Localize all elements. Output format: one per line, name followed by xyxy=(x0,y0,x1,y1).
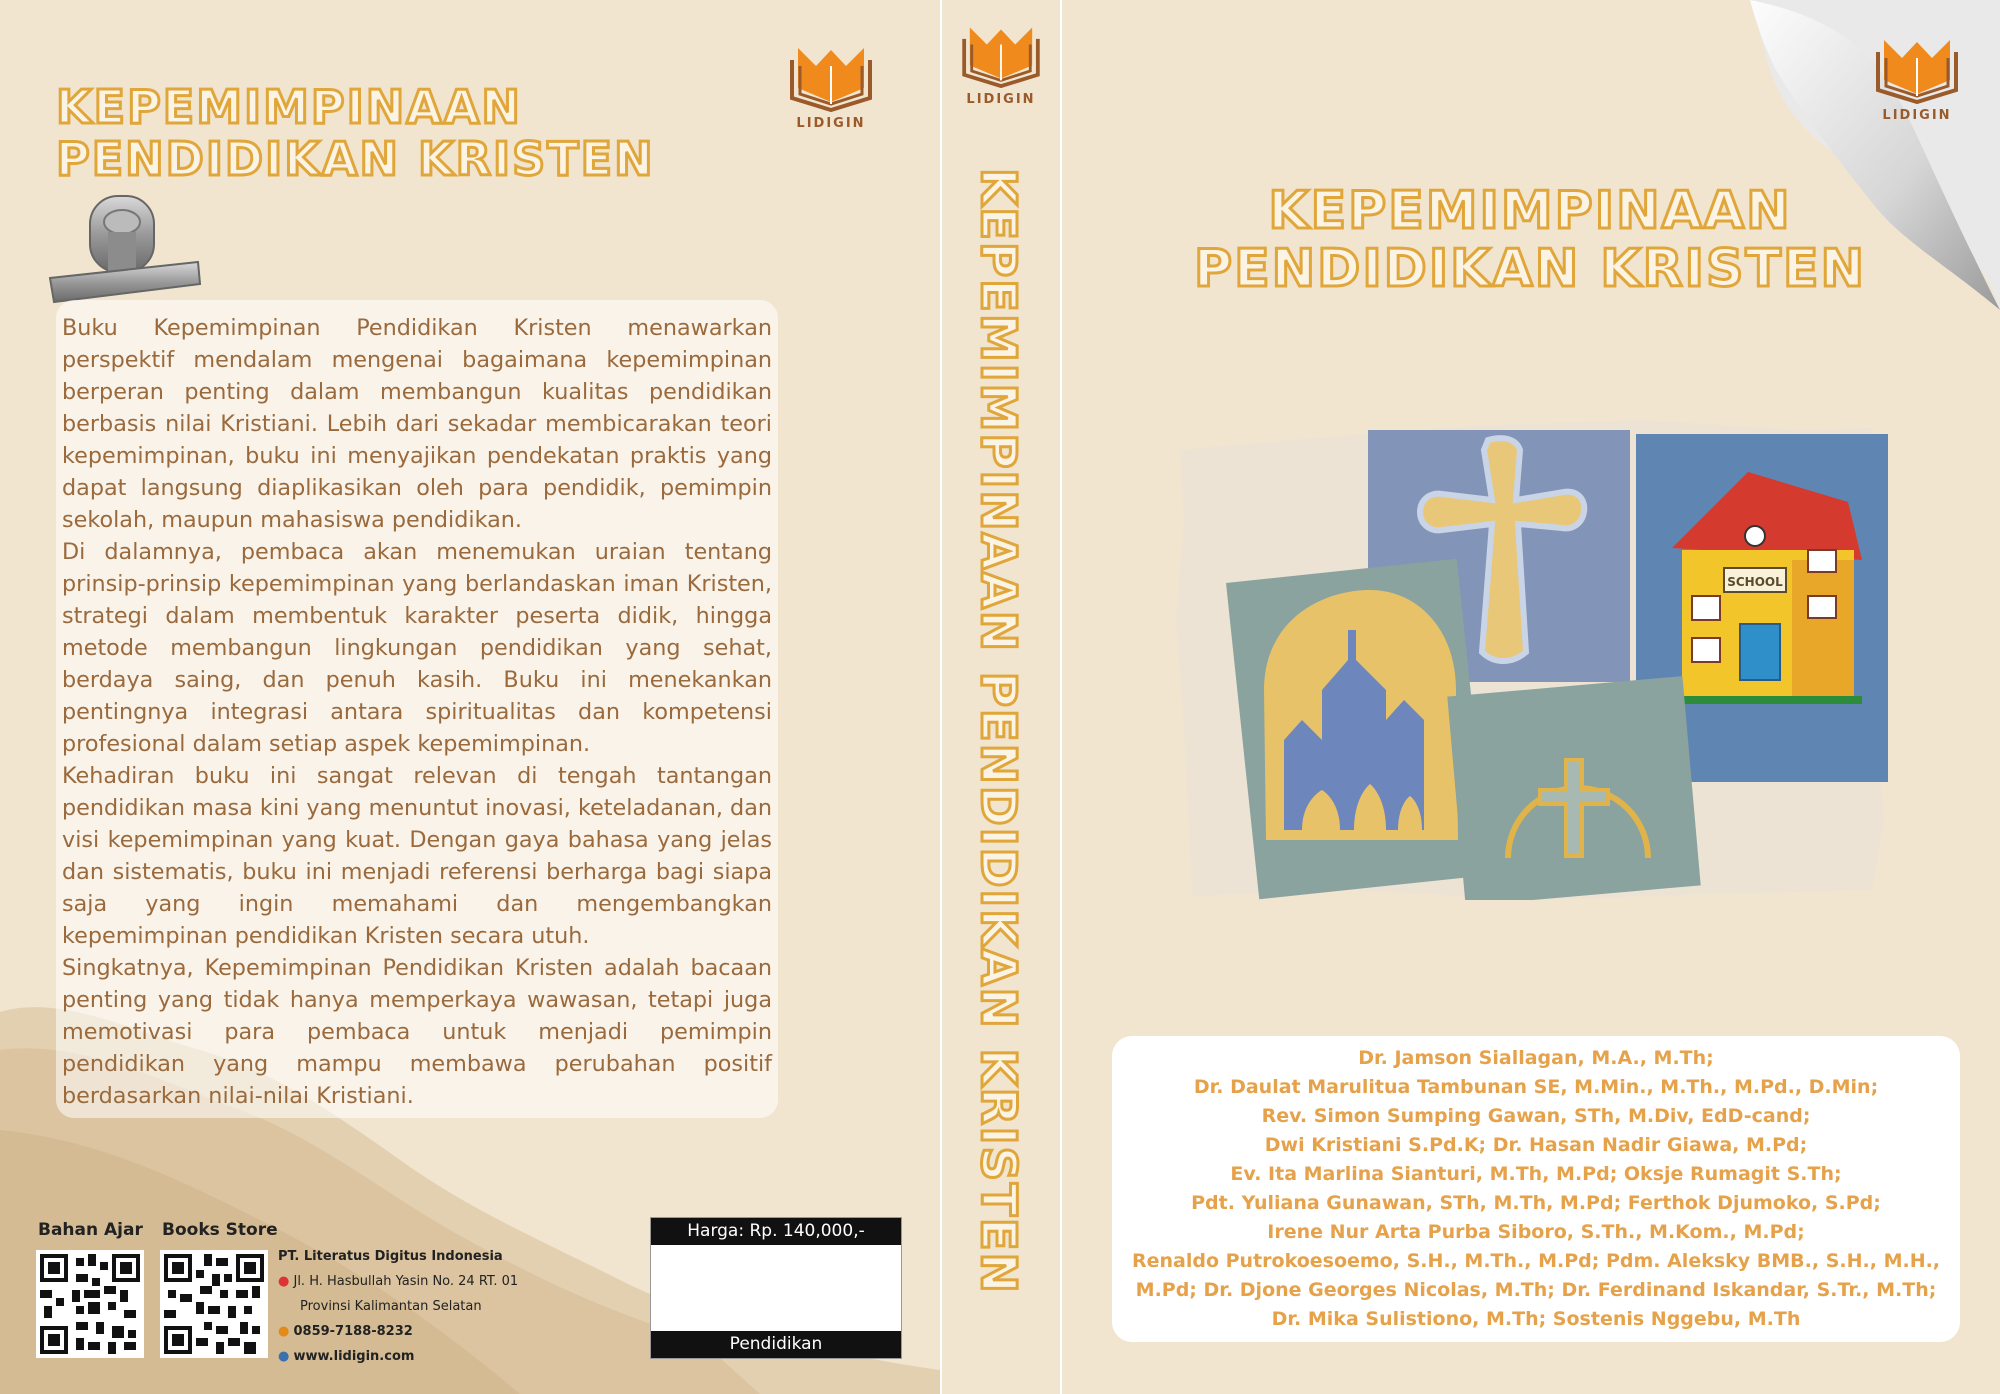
qr-code-icon[interactable] xyxy=(160,1250,268,1358)
author-line: Irene Nur Arta Purba Siboro, S.Th., M.Kom., M.Pd; xyxy=(1267,1221,1805,1243)
globe-icon: ● xyxy=(278,1349,290,1364)
qr-label-books-store: Books Store xyxy=(162,1220,278,1240)
author-line: M.Pd; Dr. Djone Georges Nicolas, M.Th; Dr. Ferdinand Iskandar, S.Tr., M.Th; xyxy=(1135,1279,1937,1301)
logo-text: LIDIGIN xyxy=(1882,108,1952,123)
publisher-address: Jl. H. Hasbullah Yasin No. 24 RT. 01 xyxy=(293,1274,519,1289)
qr-label-bahan-ajar: Bahan Ajar xyxy=(38,1220,143,1240)
back-cover xyxy=(0,0,940,1394)
logo-text: LIDIGIN xyxy=(966,92,1036,107)
author-line: Dr. Daulat Marulitua Tambunan SE, M.Min., M.Th., M.Pd., D.Min; xyxy=(1193,1076,1879,1098)
whatsapp-icon: ● xyxy=(278,1324,290,1339)
publisher-info xyxy=(278,1244,518,1369)
author-line: Dr. Mika Sulistiono, M.Th; Sostenis Nggebu, M.Th xyxy=(1271,1308,1801,1330)
qr-code-icon[interactable] xyxy=(36,1250,144,1358)
location-pin-icon: ● xyxy=(278,1274,290,1289)
price-box xyxy=(650,1217,902,1359)
spine-title: KEPEMIMPINAAN PENDIDIKAN KRISTEN xyxy=(969,168,1026,1295)
publisher-province: Provinsi Kalimantan Selatan xyxy=(300,1299,482,1314)
back-title xyxy=(56,82,655,185)
publisher-logo xyxy=(790,40,872,131)
back-title-line1: KEPEMIMPINAAN xyxy=(56,80,522,134)
binder-clip-icon xyxy=(48,192,204,312)
blurb-text xyxy=(62,312,772,1112)
school-sign-text: SCHOOL xyxy=(1727,575,1783,589)
spine xyxy=(940,0,1062,1394)
book-logo-icon xyxy=(960,20,1042,88)
author-line: Dwi Kristiani S.Pd.K; Dr. Hasan Nadir Giawa, M.Pd; xyxy=(1264,1134,1808,1156)
publisher-phone: 0859-7188-8232 xyxy=(293,1324,413,1339)
author-list xyxy=(1112,1044,1960,1334)
author-line: Ev. Ita Marlina Sianturi, M.Th, M.Pd; Oksje Rumagit S.Th; xyxy=(1230,1163,1842,1185)
price-label: Harga: Rp. 140,000,- xyxy=(651,1218,901,1245)
author-line: Dr. Jamson Siallagan, M.A., M.Th; xyxy=(1358,1047,1714,1069)
author-line: Renaldo Putrokoesoemo, S.H., M.Th., M.Pd; Pdm. Aleksky BMB., S.H., M.H., xyxy=(1131,1250,1941,1272)
category-label: Pendidikan xyxy=(651,1331,901,1358)
blurb-paragraph: Singkatnya, Kepemimpinan Pendidikan Kristen adalah bacaan penting yang tidak hanya memperkaya wawasan, tetapi juga memotivasi para pembaca untuk menjadi pemimpin pendidikan yang mampu membawa perubahan positif berdasarkan nilai-nilai Kristiani. xyxy=(62,955,772,1109)
back-title-line2: PENDIDIKAN KRISTEN xyxy=(56,131,655,186)
front-title-line2: PENDIDIKAN KRISTEN xyxy=(1194,239,1866,300)
blurb-paragraph: Kehadiran buku ini sangat relevan di tengah tantangan pendidikan masa kini yang menuntut inovasi, keteladanan, dan visi kepemimpinan yang kuat. Dengan gaya bahasa yang jelas dan sistematis, buku ini menjadi referensi berharga bagi siapa saja yang ingin memahami dan mengembangkan kepemimpinan pendidikan Kristen secara utuh. xyxy=(62,763,772,949)
front-title xyxy=(1060,182,2000,298)
publisher-website[interactable]: www.lidigin.com xyxy=(293,1349,415,1364)
blurb-paragraph: Di dalamnya, pembaca akan menemukan uraian tentang prinsip-prinsip kepemimpinan yang berlandaskan iman Kristen, strategi dalam membentuk karakter peserta didik, hingga metode membangun lingkungan pendidikan yang sehat, berdaya saing, dan penuh kasih. Buku ini menekankan pentingnya integrasi antara spiritualitas dan kompetensi profesional dalam setiap aspek kepemimpinan. xyxy=(62,539,772,757)
front-logo xyxy=(1876,32,1958,123)
book-logo-icon xyxy=(1876,32,1958,104)
book-logo-icon xyxy=(790,40,872,112)
publisher-name: PT. Literatus Digitus Indonesia xyxy=(278,1249,503,1264)
author-line: Pdt. Yuliana Gunawan, STh, M.Th, M.Pd; Ferthok Djumoko, S.Pd; xyxy=(1191,1192,1881,1214)
blurb-paragraph: Buku Kepemimpinan Pendidikan Kristen menawarkan perspektif mendalam mengenai bagaimana kepemimpinan berperan penting dalam membangun kualitas pendidikan berbasis nilai Kristiani. Lebih dari sekadar membicarakan teori kepemimpinan, buku ini menyajikan pendekatan praktis yang dapat langsung diaplikasikan oleh para pendidik, pemimpin sekolah, maupun mahasiswa pendidikan. xyxy=(62,315,772,533)
spine-logo xyxy=(960,20,1042,107)
author-line: Rev. Simon Sumping Gawan, STh, M.Div, EdD-cand; xyxy=(1261,1105,1811,1127)
front-title-line1: KEPEMIMPINAAN xyxy=(1268,181,1792,241)
logo-text: LIDIGIN xyxy=(796,116,866,131)
cover-illustration xyxy=(1172,420,1944,900)
front-cover xyxy=(1060,0,2000,1394)
